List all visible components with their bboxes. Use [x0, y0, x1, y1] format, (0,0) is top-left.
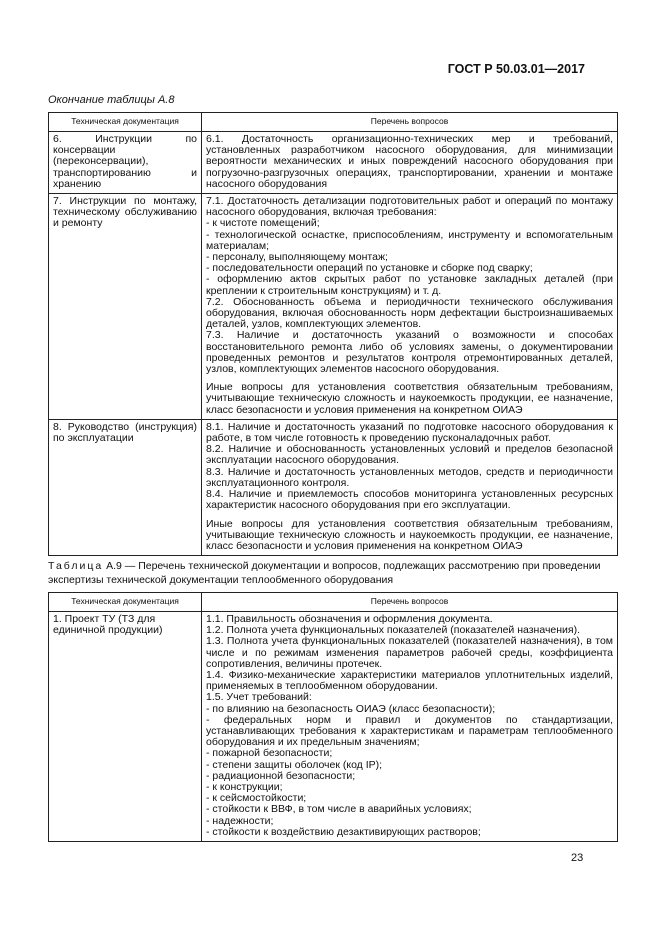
question-item: - надежности; — [206, 814, 274, 827]
other-questions-note: Иные вопросы для установления соответствия обязательным требованиям, учитывающие техническую сложность и наукоемкость продукции, ее назначение, класс безопасности и условия применения на конкретном ОИАЭ — [206, 517, 613, 552]
other-questions-note: Иные вопросы для установления соответствия обязательным требованиям, учитывающие техническую сложность и наукоемкость продукции, ее назначение, класс безопасности и условия применения на конкретном ОИАЭ — [206, 381, 613, 416]
page-number: 23 — [571, 852, 584, 864]
question-item: 6.1. Достаточность организационно-технических мер и требований, установленных разработчиком насосного оборудования, для минимизации вероятности механических и иных повреждений насосного оборудования при погрузочно-разгрузочных операциях, транспортировании, хранении и монтаже насосного оборудования — [206, 133, 613, 190]
table-continuation-title: Окончание таблицы А.8 — [48, 94, 175, 106]
questions-cell — [202, 194, 618, 420]
questions-cell — [202, 612, 618, 842]
questions-cell — [202, 132, 618, 194]
question-item: 1.2. Полнота учета функциональных показателей (показателей назначения). — [206, 624, 581, 637]
question-item: - технологической оснастке, приспособлениям, инструменту и вспомогательным материалам; — [206, 228, 613, 252]
question-item: - радиационной безопасности; — [206, 769, 356, 782]
question-item: 1.1. Правильность обозначения и оформления документа. — [206, 613, 493, 625]
column-header-questions: Перечень вопросов — [202, 593, 618, 612]
document-code: ГОСТ Р 50.03.01—2017 — [447, 62, 585, 76]
question-item: - по влиянию на безопасность ОИАЭ (класс безопасности); — [206, 702, 496, 715]
documentation-cell: 6. Инструкции по консервации (переконсервации), транспортированию и хранению — [49, 132, 202, 194]
questions-cell — [202, 419, 618, 555]
question-item: - пожарной безопасности; — [206, 747, 333, 760]
question-item: 7.2. Обоснованность объема и периодичности технического обслуживания оборудования, включая обоснованность норм дефектации быстроизнашиваемых деталей, узлов, комплектующих элементов. — [206, 295, 613, 331]
table-caption — [48, 559, 618, 587]
table-caption-label: Таблица — [48, 560, 104, 572]
table-header-row — [49, 113, 618, 132]
question-item: - последовательности операций по установке и сборке под сварку; — [206, 262, 533, 275]
question-item: - персоналу, выполняющему монтаж; — [206, 251, 388, 264]
table-a8 — [48, 112, 618, 556]
documentation-cell: 7. Инструкции по монтажу, техническому обслуживанию и ремонту — [49, 194, 202, 420]
table-row — [49, 419, 618, 555]
table-a9 — [48, 592, 618, 842]
question-item: 8.1. Наличие и достаточность указаний по подготовке насосного оборудования к работе, в том числе готовность к проведению пусконаладочных работ. — [206, 420, 613, 445]
column-header-questions: Перечень вопросов — [202, 113, 618, 132]
documentation-cell: 8. Руководство (инструкция) по эксплуатации — [49, 419, 202, 555]
question-item: 1.5. Учет требований: — [206, 691, 312, 704]
question-item: - федеральных норм и правил и документов по стандартизации, устанавливающих требования к характеристикам и параметрам теплообменного оборудования и их предельным значениям; — [206, 713, 613, 749]
table-row — [49, 132, 618, 194]
question-item: 8.2. Наличие и обоснованность установленных условий и пределов безопасной эксплуатации насосного оборудования. — [206, 443, 613, 467]
table-row — [49, 612, 618, 842]
column-header-documentation: Техническая документация — [49, 113, 202, 132]
documentation-cell: 1. Проект ТУ (ТЗ для единичной продукции) — [49, 612, 202, 842]
table-row — [49, 194, 618, 420]
question-item: - стойкости к воздействию дезактивирующих растворов; — [206, 825, 481, 838]
question-item: - к чистоте помещений; — [206, 217, 320, 230]
table-caption-text: А.9 — Перечень технической документации и вопросов, подлежащих рассмотрению при проведении экспертизы технической документации теплообменного оборудования — [48, 560, 601, 586]
column-header-documentation: Техническая документация — [49, 593, 202, 612]
question-item: 8.4. Наличие и приемлемость способов мониторинга установленных ресурсных характеристик насосного оборудования при его эксплуатации. — [206, 488, 613, 512]
question-item: 1.3. Полнота учета функциональных показателей (показателей назначения), в том числе и по режимам изменения параметров рабочей среды, коэффициента сопротивления, величины протечек. — [206, 635, 613, 670]
table-header-row — [49, 593, 618, 612]
question-item: - к сейсмостойкости; — [206, 792, 307, 805]
question-item: 7.1. Достаточность детализации подготовительных работ и операций по монтажу насосного оборудования, включая требования: — [206, 195, 613, 219]
question-item: - к конструкции; — [206, 781, 283, 794]
question-item: - степени защиты оболочек (код IP); — [206, 758, 383, 771]
question-item: 8.3. Наличие и достаточность установленных методов, средств и периодичности эксплуатационного контроля. — [206, 465, 613, 489]
question-item: 7.3. Наличие и достаточность указаний о возможности и способах восстановительного ремонта либо об условиях замены, о документировании проведенных ремонтов и результатов контроля отремонтированных деталей, узлов, комплектующих элементов насосного оборудования. — [206, 329, 613, 376]
question-item: - оформлению актов скрытых работ по установке закладных деталей (при креплении к строительным конструкциям) и т. д. — [206, 273, 613, 297]
question-item: 1.4. Физико-механические характеристики материалов уплотнительных изделий, применяемых в теплообменном оборудовании. — [206, 669, 613, 693]
question-item: - стойкости к ВВФ, в том числе в аварийных условиях; — [206, 803, 472, 816]
